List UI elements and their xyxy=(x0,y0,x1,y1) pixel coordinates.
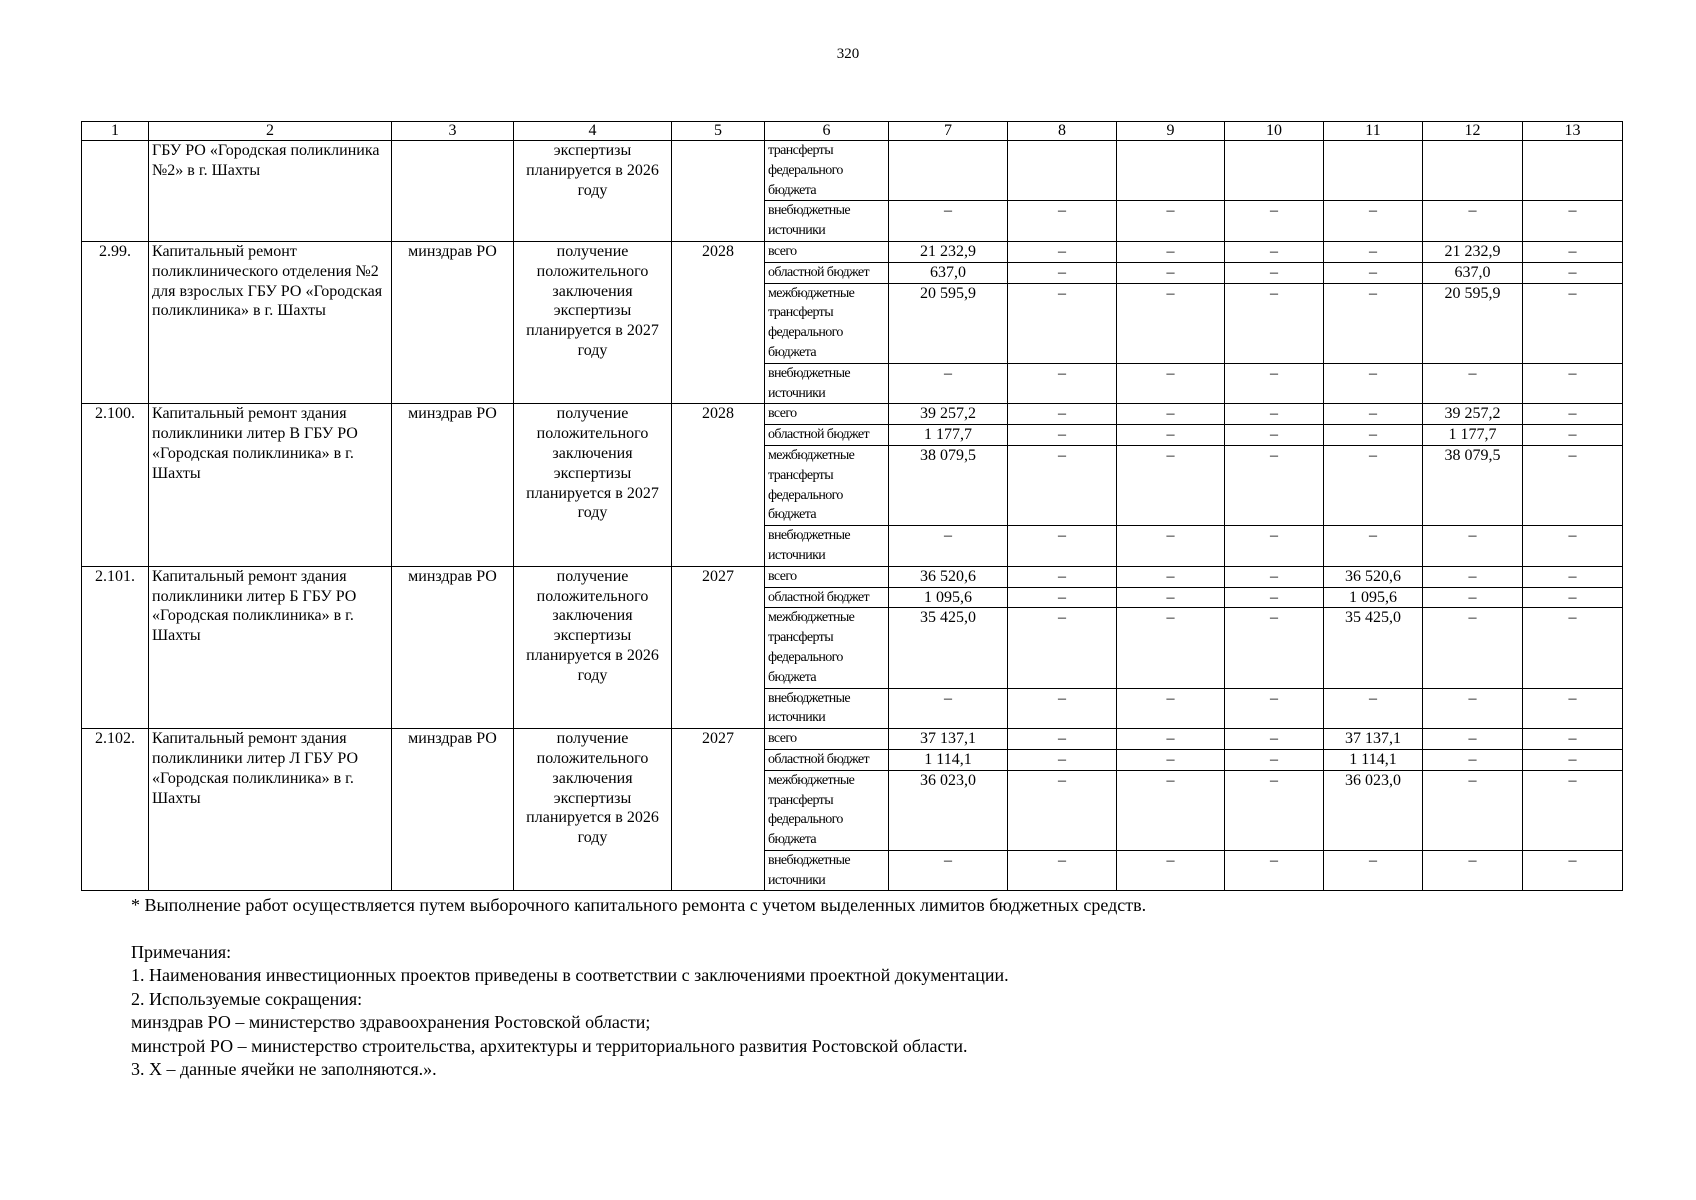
funding-value: – xyxy=(1523,770,1623,850)
funding-value: – xyxy=(1523,749,1623,770)
funding-value: – xyxy=(1523,566,1623,587)
funding-value: – xyxy=(1523,201,1623,242)
funding-value: 1 114,1 xyxy=(889,749,1008,770)
funding-value: – xyxy=(1225,241,1324,262)
funding-value: – xyxy=(1225,566,1324,587)
funding-value: – xyxy=(1008,241,1117,262)
project-number: 2.99. xyxy=(82,241,149,403)
header-cell: 2 xyxy=(149,122,392,141)
project-name: Капитальный ремонт поликлинического отделения №2 для взрослых ГБУ РО «Городская поликлиника» в г. Шахты xyxy=(149,241,392,403)
project-name: Капитальный ремонт здания поликлиники литер Б ГБУ РО «Городская поликлиника» в г. Шахты xyxy=(149,566,392,728)
funding-value: – xyxy=(1324,404,1423,425)
funding-value xyxy=(1008,141,1117,201)
project-result: экспертизы планируется в 2026 году xyxy=(514,141,672,242)
funding-value: – xyxy=(1523,587,1623,608)
funding-value: – xyxy=(1423,688,1523,729)
funding-value: 637,0 xyxy=(889,262,1008,283)
funding-value xyxy=(1523,141,1623,201)
funding-value: 36 520,6 xyxy=(889,566,1008,587)
funding-value: – xyxy=(1324,262,1423,283)
funding-value: – xyxy=(1225,404,1324,425)
funding-value: – xyxy=(1225,363,1324,404)
header-cell: 13 xyxy=(1523,122,1623,141)
funding-value: – xyxy=(1225,262,1324,283)
funding-value: – xyxy=(1008,262,1117,283)
page-number: 320 xyxy=(836,46,860,62)
funding-value: – xyxy=(1117,201,1225,242)
header-cell: 8 xyxy=(1008,122,1117,141)
header-cell: 11 xyxy=(1324,122,1423,141)
funding-value: – xyxy=(1225,526,1324,567)
table-row xyxy=(82,241,1623,262)
project-number xyxy=(82,141,149,242)
funding-value: – xyxy=(1423,566,1523,587)
funding-value: 38 079,5 xyxy=(1423,445,1523,525)
funding-source: трансферты федерального бюджета xyxy=(765,141,889,201)
funding-value: – xyxy=(1117,262,1225,283)
funding-value: – xyxy=(1523,526,1623,567)
funding-value: – xyxy=(889,850,1008,891)
funding-value: – xyxy=(1117,566,1225,587)
funding-value: – xyxy=(1324,425,1423,446)
funding-value: 1 095,6 xyxy=(889,587,1008,608)
header-row xyxy=(82,122,1623,141)
funding-source: межбюджетные трансферты федерального бюджета xyxy=(765,445,889,525)
funding-value: – xyxy=(1117,526,1225,567)
funding-value: – xyxy=(1225,445,1324,525)
funding-value: – xyxy=(1117,749,1225,770)
funding-value: – xyxy=(1008,526,1117,567)
funding-value: – xyxy=(1423,363,1523,404)
funding-value: – xyxy=(1008,445,1117,525)
funding-source: внебюджетные источники xyxy=(765,850,889,891)
funding-value: – xyxy=(1008,749,1117,770)
project-year: 2027 xyxy=(672,729,765,891)
note-item-2: 2. Используемые сокращения: xyxy=(131,988,363,1009)
funding-value: – xyxy=(1423,526,1523,567)
funding-value: – xyxy=(889,688,1008,729)
funding-value: – xyxy=(1225,608,1324,688)
funding-source: внебюджетные источники xyxy=(765,363,889,404)
funding-value: 35 425,0 xyxy=(889,608,1008,688)
project-year: 2028 xyxy=(672,404,765,566)
header-cell: 1 xyxy=(82,122,149,141)
funding-value: – xyxy=(1523,688,1623,729)
header-cell: 3 xyxy=(392,122,514,141)
funding-value: – xyxy=(1523,363,1623,404)
funding-value: – xyxy=(1225,283,1324,363)
funding-value: – xyxy=(1225,749,1324,770)
funding-value: 39 257,2 xyxy=(1423,404,1523,425)
project-name: Капитальный ремонт здания поликлиники литер Л ГБУ РО «Городская поликлиника» в г. Шахты xyxy=(149,729,392,891)
funding-value: – xyxy=(1117,587,1225,608)
funding-value: – xyxy=(1324,363,1423,404)
notes-block xyxy=(131,894,1146,1082)
funding-value: – xyxy=(1423,770,1523,850)
funding-value: 36 023,0 xyxy=(889,770,1008,850)
funding-value: – xyxy=(1117,608,1225,688)
footnote: * Выполнение работ осуществляется путем выборочного капитального ремонта с учетом выделенных лимитов бюджетных средств. xyxy=(131,895,1147,915)
funding-value: – xyxy=(1523,404,1623,425)
funding-value: – xyxy=(1117,404,1225,425)
funding-value: – xyxy=(1523,729,1623,750)
funding-value: – xyxy=(889,363,1008,404)
project-year: 2027 xyxy=(672,566,765,728)
header-cell: 6 xyxy=(765,122,889,141)
project-result: получение положительного заключения экспертизы планируется в 2026 году xyxy=(514,729,672,891)
funding-value: – xyxy=(1523,262,1623,283)
header-cell: 5 xyxy=(672,122,765,141)
project-number: 2.101. xyxy=(82,566,149,728)
funding-value: – xyxy=(1008,770,1117,850)
funding-value: – xyxy=(1117,850,1225,891)
project-year: 2028 xyxy=(672,241,765,403)
table-row xyxy=(82,141,1623,201)
responsible-org: минздрав РО xyxy=(392,566,514,728)
header-cell: 12 xyxy=(1423,122,1523,141)
funding-value: 637,0 xyxy=(1423,262,1523,283)
funding-value xyxy=(1324,141,1423,201)
funding-value: – xyxy=(1225,688,1324,729)
header-cell: 9 xyxy=(1117,122,1225,141)
funding-value: – xyxy=(1324,688,1423,729)
funding-value: 21 232,9 xyxy=(1423,241,1523,262)
funding-value: – xyxy=(1008,363,1117,404)
funding-source: областной бюджет xyxy=(765,749,889,770)
funding-value: – xyxy=(1324,201,1423,242)
responsible-org: минздрав РО xyxy=(392,729,514,891)
funding-value: – xyxy=(1008,688,1117,729)
project-result: получение положительного заключения экспертизы планируется в 2027 году xyxy=(514,404,672,566)
funding-value: 1 095,6 xyxy=(1324,587,1423,608)
investment-projects-table xyxy=(81,121,1623,891)
funding-value xyxy=(1423,141,1523,201)
funding-source: всего xyxy=(765,566,889,587)
funding-source: межбюджетные трансферты федерального бюджета xyxy=(765,770,889,850)
funding-source: областной бюджет xyxy=(765,587,889,608)
funding-value: – xyxy=(1225,729,1324,750)
funding-value: – xyxy=(1008,404,1117,425)
responsible-org xyxy=(392,141,514,242)
funding-value: – xyxy=(1008,608,1117,688)
funding-value: – xyxy=(889,201,1008,242)
funding-value: – xyxy=(1423,201,1523,242)
funding-source: внебюджетные источники xyxy=(765,526,889,567)
funding-value: – xyxy=(1225,201,1324,242)
funding-value: – xyxy=(1225,850,1324,891)
funding-value: – xyxy=(1324,241,1423,262)
funding-value: – xyxy=(1008,201,1117,242)
funding-value: 21 232,9 xyxy=(889,241,1008,262)
funding-value: – xyxy=(1008,425,1117,446)
funding-value xyxy=(1225,141,1324,201)
notes-title: Примечания: xyxy=(131,941,232,962)
funding-value: – xyxy=(1523,283,1623,363)
funding-value: – xyxy=(1117,770,1225,850)
funding-value: 37 137,1 xyxy=(1324,729,1423,750)
funding-value: – xyxy=(1008,283,1117,363)
header-cell: 7 xyxy=(889,122,1008,141)
funding-value: – xyxy=(1008,729,1117,750)
funding-value: – xyxy=(1523,850,1623,891)
responsible-org: минздрав РО xyxy=(392,404,514,566)
funding-value: – xyxy=(1225,770,1324,850)
funding-source: областной бюджет xyxy=(765,425,889,446)
funding-source: внебюджетные источники xyxy=(765,201,889,242)
funding-value: – xyxy=(1117,241,1225,262)
funding-source: всего xyxy=(765,404,889,425)
funding-value: – xyxy=(1117,425,1225,446)
funding-value: – xyxy=(1423,587,1523,608)
funding-source: всего xyxy=(765,241,889,262)
project-name: ГБУ РО «Городская поликлиника №2» в г. Шахты xyxy=(149,141,392,242)
funding-value: – xyxy=(1423,608,1523,688)
note-item-3: 3. Х – данные ячейки не заполняются.». xyxy=(131,1059,437,1079)
funding-value: – xyxy=(1423,729,1523,750)
funding-value: – xyxy=(1117,729,1225,750)
funding-value: – xyxy=(1523,241,1623,262)
funding-value: 1 177,7 xyxy=(1423,425,1523,446)
note-item-1: 1. Наименования инвестиционных проектов приведены в соответствии с заключениями проектной документации. xyxy=(131,965,1009,985)
abbreviation-minstroy: минстрой РО – министерство строительства, архитектуры и территориального развития Ростовской области. xyxy=(131,1035,968,1056)
funding-value: 37 137,1 xyxy=(889,729,1008,750)
funding-value: – xyxy=(1523,445,1623,525)
funding-value: – xyxy=(1523,425,1623,446)
project-result: получение положительного заключения экспертизы планируется в 2026 году xyxy=(514,566,672,728)
table-row xyxy=(82,404,1623,425)
project-result: получение положительного заключения экспертизы планируется в 2027 году xyxy=(514,241,672,403)
funding-value: – xyxy=(1225,425,1324,446)
project-number: 2.102. xyxy=(82,729,149,891)
funding-value: – xyxy=(1324,283,1423,363)
funding-value: – xyxy=(889,526,1008,567)
funding-value xyxy=(889,141,1008,201)
funding-source: межбюджетные трансферты федерального бюджета xyxy=(765,283,889,363)
funding-value: – xyxy=(1008,566,1117,587)
funding-value: – xyxy=(1324,850,1423,891)
funding-source: внебюджетные источники xyxy=(765,688,889,729)
funding-value: – xyxy=(1117,363,1225,404)
funding-value: – xyxy=(1117,283,1225,363)
funding-value: – xyxy=(1523,608,1623,688)
funding-value: 20 595,9 xyxy=(889,283,1008,363)
project-year xyxy=(672,141,765,242)
abbreviation-minzdrav: минздрав РО – министерство здравоохранения Ростовской области; xyxy=(131,1012,651,1032)
funding-value: 36 023,0 xyxy=(1324,770,1423,850)
funding-value: 1 114,1 xyxy=(1324,749,1423,770)
project-number: 2.100. xyxy=(82,404,149,566)
header-cell: 10 xyxy=(1225,122,1324,141)
funding-source: межбюджетные трансферты федерального бюджета xyxy=(765,608,889,688)
funding-value: – xyxy=(1423,850,1523,891)
funding-value: – xyxy=(1117,445,1225,525)
funding-value xyxy=(1117,141,1225,201)
funding-value: – xyxy=(1324,526,1423,567)
project-name: Капитальный ремонт здания поликлиники литер В ГБУ РО «Городская поликлиника» в г. Шахты xyxy=(149,404,392,566)
funding-source: всего xyxy=(765,729,889,750)
funding-value: – xyxy=(1423,749,1523,770)
funding-value: 36 520,6 xyxy=(1324,566,1423,587)
funding-value: 1 177,7 xyxy=(889,425,1008,446)
funding-value: 35 425,0 xyxy=(1324,608,1423,688)
funding-value: 20 595,9 xyxy=(1423,283,1523,363)
responsible-org: минздрав РО xyxy=(392,241,514,403)
funding-value: – xyxy=(1225,587,1324,608)
funding-value: – xyxy=(1324,445,1423,525)
funding-value: 39 257,2 xyxy=(889,404,1008,425)
table-row xyxy=(82,566,1623,587)
header-cell: 4 xyxy=(514,122,672,141)
funding-source: областной бюджет xyxy=(765,262,889,283)
funding-value: – xyxy=(1117,688,1225,729)
funding-value: – xyxy=(1008,587,1117,608)
funding-value: 38 079,5 xyxy=(889,445,1008,525)
funding-value: – xyxy=(1008,850,1117,891)
table-row xyxy=(82,729,1623,750)
